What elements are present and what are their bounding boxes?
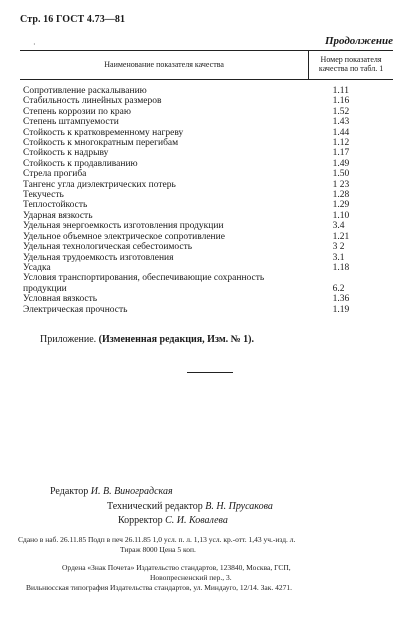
row-number: 1 23 xyxy=(332,179,350,190)
table-row xyxy=(20,273,393,294)
editor-label: Редактор xyxy=(50,486,89,497)
imprint-line: Новопресненский пер., 3. xyxy=(150,573,232,582)
row-name: Удельная трудоемкость изготовления xyxy=(23,252,174,263)
row-number: 1.44 xyxy=(332,127,350,138)
imprint-line: Ордена «Знак Почета» Издательство стандартов, 123840, Москва, ГСП, xyxy=(62,563,291,572)
row-number: 1.52 xyxy=(332,106,350,117)
row-name: Стойкость к продавливанию xyxy=(23,158,138,169)
row-number: 1.43 xyxy=(332,117,350,128)
column-header-number: Номер показателя качества по табл. 1 xyxy=(309,51,393,80)
row-name: Условия транспортирования, обеспечивающие сохранность продукции xyxy=(23,273,265,294)
appendix-note xyxy=(40,334,254,345)
row-number: 1.12 xyxy=(332,138,350,149)
column-header-name: Наименование показателя качества xyxy=(20,51,309,80)
row-name: Условная вязкость xyxy=(23,294,98,305)
row-number: 1.50 xyxy=(332,169,350,180)
page-title: Стр. 16 ГОСТ 4.73—81 xyxy=(20,14,126,25)
row-name: Стрела прогиба xyxy=(23,169,87,180)
row-name: Стойкость к кратковременному нагреву xyxy=(23,127,184,138)
table-row xyxy=(20,294,393,304)
row-name: Сопротивление раскалыванию xyxy=(23,86,147,96)
credit-tech-editor xyxy=(107,501,273,512)
row-number: 1.36 xyxy=(332,294,350,305)
imprint-line: Вильнюсская типография Издательства стандартов, ул. Миндауго, 12/14. Зак. 4271. xyxy=(26,583,293,592)
table-row xyxy=(20,305,393,315)
table-row xyxy=(20,190,393,200)
row-name: Стойкость к надрыву xyxy=(23,148,109,159)
table-row xyxy=(20,263,393,273)
row-name: Степень коррозии по краю xyxy=(23,106,131,117)
separator-rule xyxy=(187,372,233,373)
corrector-label: Корректор xyxy=(118,515,163,526)
tech-editor-name: В. Н. Прусакова xyxy=(205,501,273,512)
row-number: 3.4 xyxy=(332,221,345,232)
table-row xyxy=(20,128,393,138)
row-name: Удельная технологическая себестоимость xyxy=(23,242,193,253)
row-name: Стойкость к многократным перегибам xyxy=(23,138,179,149)
row-name: Удельная энергоемкость изготовления продукции xyxy=(23,221,224,232)
table-row xyxy=(20,211,393,221)
row-number: 1.28 xyxy=(332,190,350,201)
table-header-row xyxy=(20,51,393,80)
row-name: Электрическая прочность xyxy=(23,304,128,315)
continuation-label: Продолжение xyxy=(324,35,393,47)
appendix-prefix: Приложение. xyxy=(40,334,97,345)
imprint-line: Тираж 8000 Цена 5 коп. xyxy=(120,545,196,554)
row-name: Текучесть xyxy=(23,190,64,201)
row-number: 1.19 xyxy=(332,304,350,315)
row-name: Стабильность линейных размеров xyxy=(23,96,162,107)
table-row xyxy=(20,159,393,169)
row-number: 1.21 xyxy=(332,231,350,242)
table-row xyxy=(20,148,393,158)
appendix-text: (Измененная редакция, Изм. № 1). xyxy=(98,334,255,345)
row-number: 1.16 xyxy=(332,96,350,107)
row-name: Удельное объемное электрическое сопротивление xyxy=(23,231,225,242)
credit-corrector xyxy=(118,515,228,526)
row-number: 1.11 xyxy=(332,86,349,96)
tech-editor-label: Технический редактор xyxy=(107,501,203,512)
table-row xyxy=(20,232,393,242)
credit-editor xyxy=(50,486,173,497)
row-number: 1.29 xyxy=(332,200,350,211)
row-number: 1.10 xyxy=(332,210,350,221)
quality-indicators-table xyxy=(20,50,393,315)
table-row xyxy=(20,86,393,96)
table-row xyxy=(20,180,393,190)
row-number: 3 2 xyxy=(332,242,345,253)
row-name: Ударная вязкость xyxy=(23,210,93,221)
row-name: Степень штампуемости xyxy=(23,117,119,128)
row-number: 3.1 xyxy=(332,252,345,263)
table-row xyxy=(20,96,393,106)
table-row xyxy=(20,242,393,252)
row-name: Тангенс угла диэлектрических потерь xyxy=(23,179,176,190)
table-row xyxy=(20,107,393,117)
imprint-line: Сдано в наб. 26.11.85 Подп в печ 26.11.85 1,0 усл. п. л. 1,13 усл. кр.-отт. 1,43 уч.-изд. л. xyxy=(18,535,296,544)
editor-name: И. В. Виноградская xyxy=(90,486,173,497)
table-row xyxy=(20,221,393,231)
table-row xyxy=(20,117,393,127)
table-row xyxy=(20,169,393,179)
row-number: 1.49 xyxy=(332,158,350,169)
table-row xyxy=(20,200,393,210)
row-name: Усадка xyxy=(23,262,51,273)
row-number: 1.18 xyxy=(332,262,350,273)
row-number: 1.17 xyxy=(332,148,350,159)
table-row xyxy=(20,138,393,148)
corrector-name: С. И. Ковалева xyxy=(165,515,228,526)
row-number: 6.2 xyxy=(332,283,345,294)
decorative-dot: · xyxy=(33,40,36,49)
row-name: Теплостойкость xyxy=(23,200,88,211)
table-row xyxy=(20,253,393,263)
